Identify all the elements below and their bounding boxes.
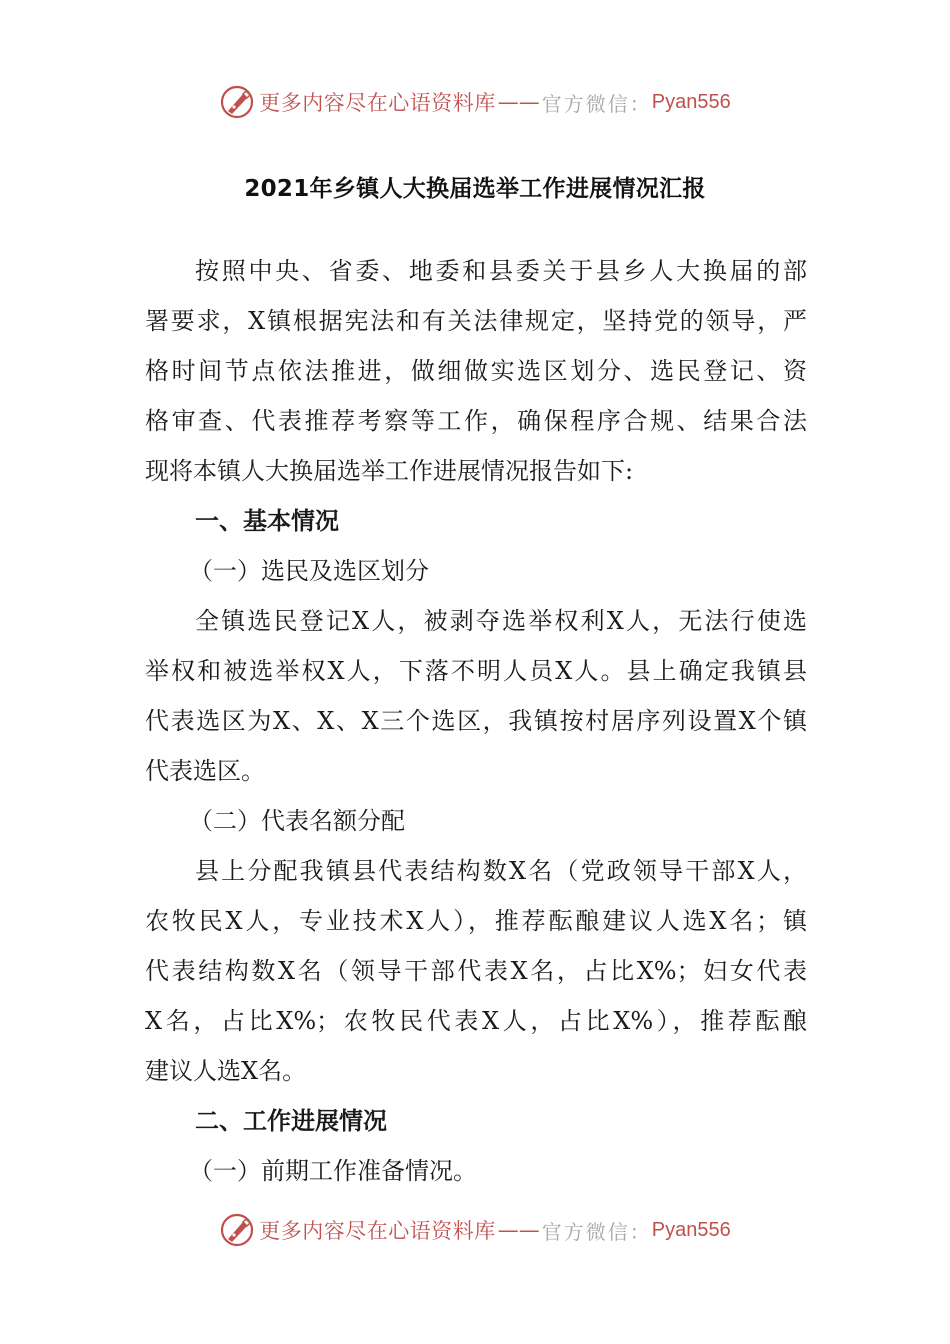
banner-brand-text: 更多内容尽在心语资料库 (259, 91, 496, 115)
banner-wechat-label: 官方微信： (541, 91, 652, 116)
body-line: 格时间节点依法推进，做细做实选区划分、选民登记、资 (145, 357, 807, 385)
subsection-heading: （一）选民及选区划分 (189, 557, 429, 585)
body-line: 代表选区为X、X、X三个选区，我镇按村居序列设置X个镇 (145, 707, 807, 735)
body-line: 现将本镇人大换届选举工作进展情况报告如下: (145, 457, 634, 485)
pen-nib-logo-icon (219, 84, 255, 120)
subsection-heading: （二）代表名额分配 (189, 807, 405, 835)
document-body (145, 246, 807, 1196)
section-heading: 一、基本情况 (195, 507, 339, 535)
body-line: 按照中央、省委、地委和县委关于县乡人大换届的部 (195, 257, 807, 285)
banner-separator: —— (497, 1218, 540, 1242)
body-line: 代表结构数X名（领导干部代表X名，占比X%；妇女代表 (145, 957, 807, 985)
header-watermark-banner (0, 82, 950, 122)
body-line: 县上分配我镇县代表结构数X名（党政领导干部X人， (195, 857, 807, 885)
body-line: X名，占比X%；农牧民代表X人，占比X%），推荐酝酿 (145, 1007, 807, 1035)
section-heading: 二、工作进展情况 (195, 1107, 387, 1135)
body-line: 全镇选民登记X人，被剥夺选举权利X人，无法行使选 (195, 607, 807, 635)
body-line: 农牧民X人，专业技术X人），推荐酝酿建议人选X名；镇 (145, 907, 807, 935)
body-line: 格审查、代表推荐考察等工作，确保程序合规、结果合法 (145, 407, 807, 435)
banner-wechat-label: 官方微信： (541, 1219, 652, 1244)
body-line: 代表选区。 (145, 757, 265, 785)
body-line: 举权和被选举权X人，下落不明人员X人。县上确定我镇县 (145, 657, 807, 685)
subsection-heading: （一）前期工作准备情况。 (189, 1157, 477, 1185)
body-line: 建议人选X名。 (145, 1057, 307, 1085)
footer-watermark-banner (0, 1210, 950, 1250)
banner-brand-text: 更多内容尽在心语资料库 (259, 1219, 496, 1243)
pen-nib-logo-icon (219, 1212, 255, 1248)
body-line: 署要求，X镇根据宪法和有关法律规定，坚持党的领导，严 (145, 307, 807, 335)
banner-wechat-id: Pyan556 (651, 90, 731, 113)
document-title: 2021年乡镇人大换届选举工作进展情况汇报 (244, 176, 706, 202)
banner-wechat-id: Pyan556 (651, 1218, 731, 1241)
banner-separator: —— (497, 90, 540, 114)
